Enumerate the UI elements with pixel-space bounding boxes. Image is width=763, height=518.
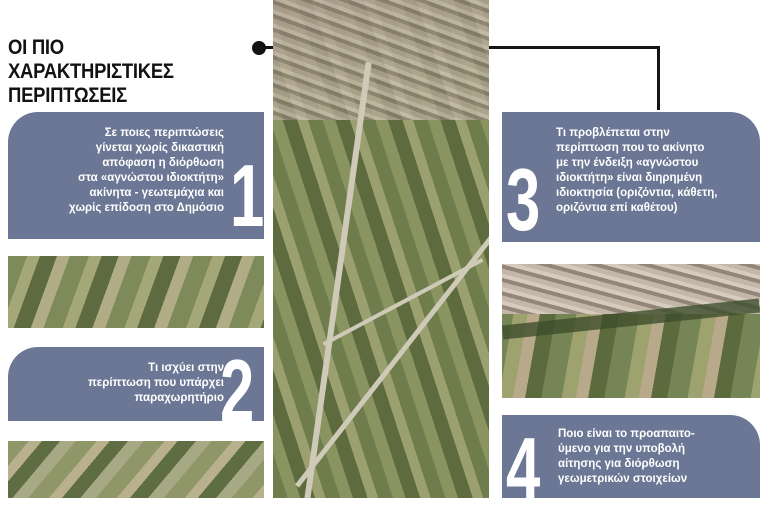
title-line-2: ΠΕΡΙΠΤΩΣΕΙΣ xyxy=(8,84,127,107)
case-1-line: απόφαση η διόρθωση xyxy=(102,157,224,169)
aerial-road xyxy=(323,258,484,346)
case-2-line: παραχωρητήριο xyxy=(134,392,224,404)
case-2-box xyxy=(8,341,264,440)
title-line-1: ΟΙ ΠΙΟ ΧΑΡΑΚΤΗΡΙΣΤΙΚΕΣ xyxy=(8,36,174,83)
case-3-line: Τι προβλέπεται στην xyxy=(556,127,670,139)
case-3-number: 3 xyxy=(506,150,541,249)
case-3-line: ιδιοκτησία (οριζόντια, κάθετη, xyxy=(556,187,718,199)
case-2-line: περίπτωση που υπάρχει xyxy=(87,377,224,389)
case-3-box xyxy=(502,112,760,249)
case-3-line: οριζόντια επί καθέτου) xyxy=(556,202,678,214)
case-1-text xyxy=(48,126,224,216)
aerial-photo xyxy=(273,0,489,498)
case-3-line: με την ένδειξη «αγνώστου xyxy=(556,157,699,169)
page-title xyxy=(8,36,228,108)
case-3-line: περίπτωση που το ακίνητο xyxy=(556,142,705,154)
case-4-number: 4 xyxy=(506,419,541,518)
case-1-number: 1 xyxy=(230,146,265,245)
case-3-line: ιδιοκτήτη» είναι διηρημένη xyxy=(556,172,703,184)
case-2-line: Τι ισχύει στην xyxy=(148,362,224,374)
case-4-line: ύμενο για την υποβολή xyxy=(558,443,686,455)
case-2-text xyxy=(68,361,224,406)
case-1-line: στα «αγνώστου ιδιοκτήτη» xyxy=(77,172,224,184)
case-3-field-photo xyxy=(502,264,760,398)
case-4-line: Ποιο είναι το προαπαιτο- xyxy=(558,428,695,440)
case-1-box xyxy=(8,112,265,245)
case-1-line: Σε ποιες περιπτώσεις xyxy=(104,127,224,139)
case-1-field-photo xyxy=(8,256,264,328)
case-4-text xyxy=(558,427,754,487)
case-4-line: γεωμετρικών στοιχείων xyxy=(558,473,688,485)
case-1-line: γίνεται χωρίς δικαστική xyxy=(95,142,224,154)
aerial-town-area xyxy=(273,0,489,120)
case-2-number: 2 xyxy=(220,341,255,440)
case-1-line: χωρίς επίδοση στο Δημόσιο xyxy=(68,202,224,214)
bullet-dot xyxy=(252,41,266,55)
case-2-field-photo xyxy=(8,441,264,498)
case-4-line: αίτησης για διόρθωση xyxy=(558,458,680,470)
case-3-text xyxy=(556,126,752,216)
case-4-box xyxy=(502,415,760,518)
case-1-line: ακίνητα - γεωτεμάχια και xyxy=(89,187,224,199)
